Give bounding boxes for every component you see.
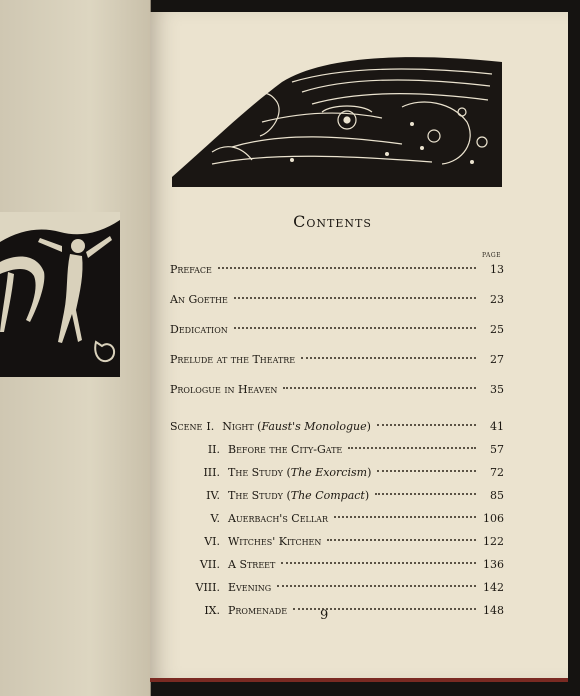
dot-leader	[375, 493, 476, 495]
cover-edge	[150, 678, 568, 682]
toc-entry-scene-7[interactable]	[170, 555, 504, 575]
dot-leader	[377, 470, 476, 472]
entry-title: Before the City-Gate	[228, 443, 343, 456]
dot-leader	[281, 562, 476, 564]
toc-entry-scene-2[interactable]	[170, 440, 504, 460]
entry-title: A Street	[228, 558, 276, 571]
page-folio: 9	[320, 608, 329, 623]
toc-entry-prologue[interactable]	[170, 380, 504, 400]
entry-title: The Study (The Compact)	[228, 489, 370, 502]
page-column-label: PAGE	[482, 252, 501, 259]
dot-leader	[283, 387, 476, 389]
toc-entry-scene-6[interactable]	[170, 532, 504, 552]
scene-numeral: I.	[206, 420, 215, 433]
entry-page: 122	[483, 535, 504, 548]
dancing-figures-illustration	[0, 212, 120, 377]
entry-page: 106	[483, 512, 504, 525]
scene-numeral: IV.	[206, 489, 220, 502]
dot-leader	[234, 327, 476, 329]
entry-title: Prelude at the Theatre	[170, 353, 296, 366]
toc-entry-scene-9[interactable]	[170, 601, 504, 621]
scene-numeral: VII.	[199, 558, 220, 571]
dot-leader	[234, 297, 476, 299]
left-page	[0, 0, 151, 696]
entry-title: Evening	[228, 581, 272, 594]
scene-label: Scene	[170, 420, 203, 433]
entry-title: Dedication	[170, 323, 228, 336]
entry-page: 72	[490, 466, 504, 479]
dot-leader	[334, 516, 476, 518]
toc-entry-scene-1[interactable]	[170, 417, 504, 437]
scene-numeral: VI.	[204, 535, 220, 548]
entry-page: 35	[490, 383, 504, 396]
dot-leader	[348, 447, 476, 449]
entry-page: 136	[483, 558, 504, 571]
dot-leader	[218, 267, 476, 269]
toc-entry-scene-3[interactable]	[170, 463, 504, 483]
toc-entry-an-goethe[interactable]	[170, 290, 504, 310]
scene-numeral: II.	[207, 443, 220, 456]
entry-title: Preface	[170, 263, 212, 276]
toc-entry-preface[interactable]	[170, 260, 504, 280]
scene-numeral: IX.	[204, 604, 220, 617]
entry-page: 13	[490, 263, 504, 276]
entry-title: The Study (The Exorcism)	[228, 466, 372, 479]
entry-title: Witches' Kitchen	[228, 535, 322, 548]
entry-title: Promenade	[228, 604, 288, 617]
toc-entry-dedication[interactable]	[170, 320, 504, 340]
dot-leader	[327, 539, 476, 541]
scene-numeral: VIII.	[195, 581, 220, 594]
dot-leader	[377, 424, 476, 426]
scene-numeral: III.	[203, 466, 220, 479]
dot-leader	[301, 357, 476, 359]
entry-page: 142	[483, 581, 504, 594]
toc-entry-scene-5[interactable]	[170, 509, 504, 529]
entry-title: Prologue in Heaven	[170, 383, 278, 396]
entry-title: An Goethe	[170, 293, 228, 306]
entry-page: 57	[490, 443, 504, 456]
entry-title: Night (Faust's Monologue)	[222, 420, 371, 433]
entry-page: 23	[490, 293, 504, 306]
entry-page: 85	[490, 489, 504, 502]
headpiece-illustration	[172, 52, 502, 187]
entry-title: Auerbach's Cellar	[228, 512, 328, 525]
entry-page: 25	[490, 323, 504, 336]
entry-page: 27	[490, 353, 504, 366]
scene-numeral: V.	[210, 512, 220, 525]
toc-entry-scene-8[interactable]	[170, 578, 504, 598]
toc-entry-scene-4[interactable]	[170, 486, 504, 506]
entry-page: 41	[490, 420, 504, 433]
toc-entry-prelude[interactable]	[170, 350, 504, 370]
entry-page: 148	[483, 604, 504, 617]
contents-page	[150, 12, 568, 680]
dot-leader	[277, 585, 476, 587]
contents-title: Contents	[293, 212, 372, 231]
